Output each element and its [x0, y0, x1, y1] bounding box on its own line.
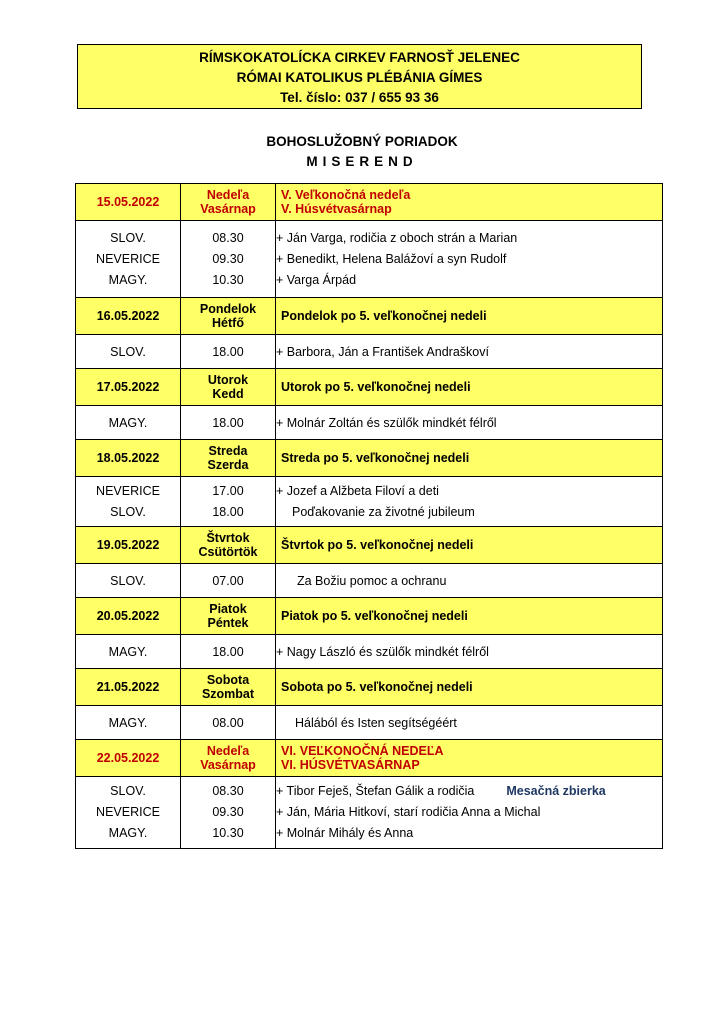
- day-date: 20.05.2022: [76, 598, 181, 635]
- day-name-sk: Piatok: [209, 602, 247, 616]
- day-name-hu: Szerda: [207, 458, 249, 472]
- day-name-hu: Vasárnap: [200, 758, 256, 772]
- mass-row: [76, 406, 663, 440]
- feast-name: [276, 740, 663, 777]
- mass-language: MAGY.: [76, 635, 181, 669]
- mass-time-item: 09.30: [212, 251, 244, 266]
- mass-time-item: 08.30: [212, 784, 244, 798]
- mass-time-item: 17.00: [212, 483, 244, 498]
- mass-time: [181, 221, 276, 298]
- feast-name: Štvrtok po 5. veľkonočnej nedeli: [276, 527, 663, 564]
- mass-time: [181, 477, 276, 527]
- mass-time-item: 10.30: [212, 272, 244, 287]
- parish-header: [77, 44, 642, 109]
- day-date: 16.05.2022: [76, 298, 181, 335]
- day-row: [76, 740, 663, 777]
- mass-intention: [276, 477, 663, 527]
- day-date: 15.05.2022: [76, 184, 181, 221]
- day-name: [181, 527, 276, 564]
- feast-name: Utorok po 5. veľkonočnej nedeli: [276, 369, 663, 406]
- mass-time: 07.00: [181, 564, 276, 598]
- day-row: [76, 598, 663, 635]
- feast-name-hu: V. Húsvétvasárnap: [281, 202, 392, 216]
- mass-language: MAGY.: [76, 406, 181, 440]
- day-name: [181, 298, 276, 335]
- day-date: 17.05.2022: [76, 369, 181, 406]
- mass-intention-item: + Varga Árpád: [276, 272, 357, 287]
- mass-time: 08.00: [181, 706, 276, 740]
- day-name-hu: Csütörtök: [198, 545, 258, 559]
- day-name: [181, 598, 276, 635]
- mass-language-item: MAGY.: [108, 272, 148, 287]
- schedule-subtitle: MISEREND: [306, 154, 418, 169]
- mass-intention: Za Božiu pomoc a ochranu: [276, 564, 663, 598]
- mass-language: [76, 477, 181, 527]
- day-row: [76, 298, 663, 335]
- day-row: [76, 369, 663, 406]
- mass-intention-item: + Molnár Mihály és Anna: [276, 826, 414, 840]
- schedule-title: BOHOSLUŽOBNÝ PORIADOK: [266, 134, 458, 149]
- mass-language-item: NEVERICE: [96, 483, 160, 498]
- mass-language: SLOV.: [76, 335, 181, 369]
- day-date: 18.05.2022: [76, 440, 181, 477]
- day-name-hu: Kedd: [212, 387, 244, 401]
- day-date: 22.05.2022: [76, 740, 181, 777]
- mass-row: [76, 477, 663, 527]
- day-name-hu: Hétfő: [212, 316, 244, 330]
- mass-row: [76, 564, 663, 598]
- day-name-sk: Štvrtok: [206, 531, 250, 545]
- mass-intention: [276, 777, 663, 849]
- feast-name-hu: VI. HÚSVÉTVASÁRNAP: [281, 758, 420, 772]
- mass-row: [76, 335, 663, 369]
- mass-time: 18.00: [181, 335, 276, 369]
- day-name-sk: Nedeľa: [206, 744, 250, 758]
- mass-intention-item: + Ján, Mária Hitkoví, starí rodičia Anna a Michal: [276, 805, 541, 819]
- day-row: [76, 669, 663, 706]
- mass-row: [76, 635, 663, 669]
- mass-intention-item: Poďakovanie za životné jubileum: [292, 504, 475, 519]
- mass-intention-text: + Tibor Feješ, Štefan Gálik a rodičia: [276, 784, 475, 798]
- mass-language: SLOV.: [76, 564, 181, 598]
- mass-language-item: SLOV.: [110, 230, 146, 245]
- mass-intention: + Barbora, Ján a František Andraškoví: [276, 335, 663, 369]
- day-name-hu: Vasárnap: [200, 202, 256, 216]
- feast-name: [276, 184, 663, 221]
- day-name-sk: Nedeľa: [206, 188, 250, 202]
- mass-intention: [276, 221, 663, 298]
- mass-language: [76, 221, 181, 298]
- day-name-sk: Sobota: [206, 673, 250, 687]
- day-name: [181, 369, 276, 406]
- mass-time: [181, 777, 276, 849]
- mass-time: 18.00: [181, 635, 276, 669]
- feast-name: Streda po 5. veľkonočnej nedeli: [276, 440, 663, 477]
- day-row: [76, 527, 663, 564]
- mass-language-item: NEVERICE: [96, 251, 160, 266]
- mass-language: [76, 777, 181, 849]
- mass-intention: Hálából és Isten segítségéért: [276, 706, 663, 740]
- mass-intention: + Molnár Zoltán és szülők mindkét félről: [276, 406, 663, 440]
- day-date: 19.05.2022: [76, 527, 181, 564]
- mass-intention-item: + Ján Varga, rodičia z oboch strán a Marian: [276, 230, 518, 245]
- mass-time-item: 08.30: [212, 230, 244, 245]
- day-name-sk: Streda: [208, 444, 248, 458]
- day-name-sk: Utorok: [207, 373, 249, 387]
- mass-time: 18.00: [181, 406, 276, 440]
- mass-row: [76, 777, 663, 849]
- day-name-hu: Péntek: [207, 616, 249, 630]
- mass-time-item: 09.30: [212, 805, 244, 819]
- mass-intention-item: + Jozef a Alžbeta Filoví a deti: [276, 483, 439, 498]
- mass-time-item: 18.00: [212, 504, 244, 519]
- mass-language-item: MAGY.: [108, 826, 148, 840]
- day-name: [181, 184, 276, 221]
- mass-language-item: SLOV.: [110, 784, 146, 798]
- day-name: [181, 440, 276, 477]
- mass-row: [76, 706, 663, 740]
- feast-name: Sobota po 5. veľkonočnej nedeli: [276, 669, 663, 706]
- collection-note: Mesačná zbierka: [506, 784, 606, 798]
- day-name-hu: Szombat: [201, 687, 255, 701]
- mass-row: [76, 221, 663, 298]
- parish-name-hu: RÓMAI KATOLIKUS PLÉBÁNIA GÍMES: [236, 70, 483, 85]
- mass-language-item: NEVERICE: [96, 805, 160, 819]
- mass-language: MAGY.: [76, 706, 181, 740]
- feast-name: Piatok po 5. veľkonočnej nedeli: [276, 598, 663, 635]
- day-row: [76, 440, 663, 477]
- day-name: [181, 669, 276, 706]
- parish-name-sk: RÍMSKOKATOLÍCKA CIRKEV FARNOSŤ JELENEC: [199, 50, 520, 65]
- mass-intention-item: [276, 781, 662, 802]
- mass-intention: + Nagy László és szülők mindkét félről: [276, 635, 663, 669]
- feast-name-sk: V. Veľkonočná nedeľa: [281, 188, 411, 202]
- mass-language-item: SLOV.: [110, 504, 146, 519]
- feast-name: Pondelok po 5. veľkonočnej nedeli: [276, 298, 663, 335]
- mass-time-item: 10.30: [212, 826, 244, 840]
- feast-name-sk: VI. VEĽKONOČNÁ NEDEĽA: [281, 744, 444, 758]
- parish-phone: Tel. číslo: 037 / 655 93 36: [280, 90, 439, 105]
- day-date: 21.05.2022: [76, 669, 181, 706]
- mass-schedule-table: [75, 183, 663, 849]
- day-row: [76, 184, 663, 221]
- mass-intention-item: + Benedikt, Helena Balážoví a syn Rudolf: [276, 251, 507, 266]
- day-name: [181, 740, 276, 777]
- day-name-sk: Pondelok: [199, 302, 257, 316]
